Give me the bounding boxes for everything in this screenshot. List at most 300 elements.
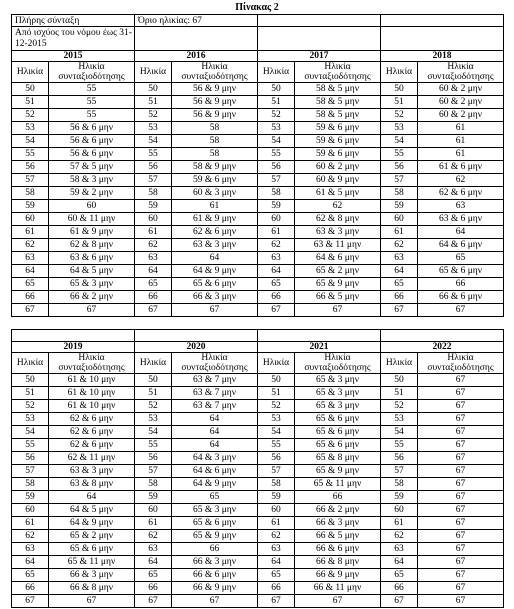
age-cell: 56 [12, 161, 49, 174]
age-cell: 56 [135, 452, 172, 465]
pension-age-cell: 55 [49, 83, 135, 96]
table-row [12, 400, 504, 413]
age-cell: 67 [12, 595, 49, 608]
age-cell: 60 [381, 213, 418, 226]
pension-age-cell: 67 [418, 400, 504, 413]
pension-age-cell: 65 & 2 μην [49, 530, 135, 543]
age-cell: 64 [381, 265, 418, 278]
age-cell: 52 [12, 109, 49, 122]
age-cell: 55 [12, 148, 49, 161]
age-cell: 62 [258, 239, 295, 252]
pension-age-cell: 65 & 8 μην [295, 452, 381, 465]
pension-age-cell: 62 & 6 μην [172, 226, 258, 239]
col-age-header: Ηλικία [135, 353, 172, 374]
age-cell: 52 [258, 400, 295, 413]
age-cell: 61 [258, 226, 295, 239]
pension-age-cell: 65 & 2 μην [295, 265, 381, 278]
age-cell: 50 [381, 374, 418, 387]
pension-age-cell: 63 & 7 μην [172, 374, 258, 387]
table-row [12, 187, 504, 200]
pension-age-cell: 65 & 3 μην [295, 387, 381, 400]
table-title: Πίνακας 2 [235, 2, 279, 13]
age-cell: 51 [12, 96, 49, 109]
table-row [12, 556, 504, 569]
pension-age-cell: 66 & 2 μην [295, 504, 381, 517]
age-cell: 59 [12, 200, 49, 213]
age-cell: 62 [12, 530, 49, 543]
age-cell: 55 [381, 148, 418, 161]
pension-age-cell: 66 & 6 μην [172, 569, 258, 582]
age-cell: 66 [135, 291, 172, 304]
age-cell: 58 [135, 478, 172, 491]
age-cell: 51 [135, 96, 172, 109]
table-row [12, 161, 504, 174]
pension-age-cell: 67 [418, 491, 504, 504]
age-cell: 59 [135, 200, 172, 213]
pension-age-cell: 67 [172, 304, 258, 317]
pension-age-cell: 66 & 3 μην [295, 517, 381, 530]
pension-age-cell: 66 & 9 μην [295, 569, 381, 582]
pension-age-cell: 58 & 5 μην [295, 109, 381, 122]
age-cell: 50 [12, 374, 49, 387]
pension-age-cell: 66 & 5 μην [295, 530, 381, 543]
age-cell: 67 [12, 304, 49, 317]
table-row [12, 504, 504, 517]
age-cell: 66 [12, 582, 49, 595]
age-limit-label: Όριο ηλικίας: 67 [135, 15, 258, 27]
age-cell: 61 [135, 517, 172, 530]
age-cell: 62 [381, 239, 418, 252]
blank-cell [258, 330, 381, 342]
pension-age-cell: 64 & 6 μην [295, 252, 381, 265]
pension-age-cell: 65 & 9 μην [295, 278, 381, 291]
pension-age-cell: 67 [418, 595, 504, 608]
pension-age-cell: 63 & 6 μην [49, 252, 135, 265]
pension-age-cell: 61 [418, 148, 504, 161]
age-cell: 59 [381, 491, 418, 504]
age-cell: 50 [12, 83, 49, 96]
age-cell: 64 [381, 556, 418, 569]
table-row [12, 387, 504, 400]
age-cell: 52 [381, 400, 418, 413]
pension-age-cell: 63 [418, 200, 504, 213]
age-cell: 67 [135, 304, 172, 317]
pension-age-cell: 63 & 11 μην [295, 239, 381, 252]
pension-age-cell: 65 & 6 μην [295, 413, 381, 426]
pension-age-cell: 66 & 6 μην [295, 543, 381, 556]
pension-age-cell: 61 & 6 μην [418, 161, 504, 174]
col-pension-age-header: Ηλικία συνταξιοδότησης [418, 353, 504, 374]
year-header: 2015 [12, 51, 135, 62]
age-cell: 63 [135, 252, 172, 265]
age-cell: 60 [258, 504, 295, 517]
pension-age-cell: 65 & 6 μην [172, 517, 258, 530]
age-cell: 54 [135, 426, 172, 439]
pension-age-cell: 61 & 9 μην [49, 226, 135, 239]
age-cell: 57 [12, 174, 49, 187]
pension-age-cell: 66 & 6 μην [418, 291, 504, 304]
pension-age-cell: 63 & 3 μην [295, 226, 381, 239]
table-row [12, 174, 504, 187]
age-cell: 64 [258, 556, 295, 569]
table-row [12, 109, 504, 122]
age-cell: 60 [258, 213, 295, 226]
age-cell: 51 [258, 96, 295, 109]
pension-age-cell: 67 [418, 426, 504, 439]
table-row [12, 374, 504, 387]
blank-cell [135, 330, 258, 342]
pension-age-cell: 64 & 9 μην [172, 478, 258, 491]
age-cell: 61 [12, 226, 49, 239]
pension-age-cell: 60 & 9 μην [295, 174, 381, 187]
pension-age-cell: 65 [172, 491, 258, 504]
law-period-label: Από ισχύος του νόμου έως 31-12-2015 [12, 27, 135, 51]
age-cell: 64 [135, 556, 172, 569]
pension-age-cell: 62 & 8 μην [295, 213, 381, 226]
pension-age-cell: 67 [418, 374, 504, 387]
table-row [12, 135, 504, 148]
age-cell: 58 [381, 187, 418, 200]
pension-age-cell: 63 & 6 μην [418, 213, 504, 226]
age-cell: 50 [135, 83, 172, 96]
age-cell: 67 [381, 595, 418, 608]
age-cell: 56 [258, 452, 295, 465]
pension-table-2019-2022 [11, 329, 504, 608]
age-cell: 60 [135, 213, 172, 226]
year-header: 2020 [135, 342, 258, 353]
table-row [12, 304, 504, 317]
pension-age-cell: 66 & 5 μην [295, 291, 381, 304]
pension-age-cell: 62 & 6 μην [49, 426, 135, 439]
col-pension-age-header: Ηλικία συνταξιοδότησης [295, 353, 381, 374]
age-cell: 60 [381, 504, 418, 517]
pension-age-cell: 67 [49, 304, 135, 317]
table-row [12, 252, 504, 265]
pension-age-cell: 64 & 6 μην [172, 465, 258, 478]
col-age-header: Ηλικία [135, 62, 172, 83]
age-cell: 58 [381, 478, 418, 491]
pension-age-cell: 56 & 6 μην [49, 135, 135, 148]
col-pension-age-header: Ηλικία συνταξιοδότησης [418, 62, 504, 83]
table-row [12, 83, 504, 96]
pension-age-cell: 62 & 6 μην [418, 187, 504, 200]
age-cell: 65 [135, 569, 172, 582]
pension-age-cell: 59 & 6 μην [295, 135, 381, 148]
age-cell: 64 [12, 265, 49, 278]
pension-age-cell: 62 & 8 μην [49, 239, 135, 252]
age-cell: 55 [381, 439, 418, 452]
table-row [12, 122, 504, 135]
table-row [12, 465, 504, 478]
age-cell: 63 [135, 543, 172, 556]
table-row [12, 517, 504, 530]
age-cell: 60 [12, 504, 49, 517]
pension-age-cell: 56 & 9 μην [172, 83, 258, 96]
pension-age-cell: 59 & 6 μην [172, 174, 258, 187]
age-cell: 57 [258, 465, 295, 478]
age-cell: 64 [12, 556, 49, 569]
age-cell: 57 [135, 465, 172, 478]
col-pension-age-header: Ηλικία συνταξιοδότησης [49, 353, 135, 374]
pension-age-cell: 64 [172, 439, 258, 452]
pension-age-cell: 65 & 9 μην [295, 465, 381, 478]
pension-age-cell: 66 [172, 543, 258, 556]
age-cell: 50 [258, 374, 295, 387]
pension-age-cell: 61 [172, 200, 258, 213]
age-cell: 63 [258, 252, 295, 265]
pension-age-cell: 63 & 7 μην [172, 387, 258, 400]
pension-age-cell: 67 [418, 387, 504, 400]
age-cell: 65 [258, 278, 295, 291]
col-pension-age-header: Ηλικία συνταξιοδότησης [172, 353, 258, 374]
pension-age-cell: 61 [418, 122, 504, 135]
pension-age-cell: 61 & 9 μην [172, 213, 258, 226]
age-cell: 52 [12, 400, 49, 413]
table-row [12, 213, 504, 226]
pension-table-2015-2018 [11, 14, 504, 317]
table-row [12, 148, 504, 161]
year-header: 2022 [381, 342, 504, 353]
age-cell: 58 [12, 187, 49, 200]
pension-age-cell: 60 & 2 μην [418, 109, 504, 122]
age-cell: 60 [135, 504, 172, 517]
pension-age-cell: 58 [172, 122, 258, 135]
pension-age-cell: 62 & 6 μην [49, 413, 135, 426]
age-cell: 52 [381, 109, 418, 122]
table-row [12, 491, 504, 504]
table-row [12, 278, 504, 291]
pension-age-cell: 65 & 6 μην [172, 278, 258, 291]
age-cell: 54 [135, 135, 172, 148]
pension-age-cell: 67 [418, 530, 504, 543]
age-cell: 55 [12, 439, 49, 452]
age-cell: 51 [135, 387, 172, 400]
pension-age-cell: 67 [418, 452, 504, 465]
pension-age-cell: 65 & 9 μην [172, 530, 258, 543]
age-cell: 62 [381, 530, 418, 543]
table-row [12, 426, 504, 439]
col-age-header: Ηλικία [258, 62, 295, 83]
pension-age-cell: 67 [418, 569, 504, 582]
pension-age-cell: 64 & 6 μην [418, 239, 504, 252]
age-cell: 67 [135, 595, 172, 608]
pension-age-cell: 66 & 3 μην [172, 556, 258, 569]
col-age-header: Ηλικία [12, 62, 49, 83]
pension-age-cell: 67 [418, 582, 504, 595]
pension-age-cell: 64 [172, 252, 258, 265]
age-cell: 57 [381, 465, 418, 478]
age-cell: 51 [381, 387, 418, 400]
table-row [12, 96, 504, 109]
age-cell: 56 [258, 161, 295, 174]
age-cell: 63 [381, 543, 418, 556]
year-header: 2017 [258, 51, 381, 62]
age-cell: 62 [258, 530, 295, 543]
col-pension-age-header: Ηλικία συνταξιοδότησης [49, 62, 135, 83]
year-header: 2016 [135, 51, 258, 62]
age-cell: 65 [381, 569, 418, 582]
pension-age-cell: 65 [418, 252, 504, 265]
age-cell: 65 [12, 278, 49, 291]
pension-age-cell: 67 [418, 304, 504, 317]
pension-age-cell: 58 & 9 μην [172, 161, 258, 174]
table-row [12, 569, 504, 582]
pension-age-cell: 64 [418, 226, 504, 239]
pension-age-cell: 66 [418, 278, 504, 291]
pension-age-cell: 60 & 2 μην [295, 161, 381, 174]
age-cell: 54 [381, 135, 418, 148]
pension-age-cell: 67 [172, 595, 258, 608]
blank-cell [258, 15, 381, 27]
age-cell: 61 [12, 517, 49, 530]
age-cell: 65 [381, 278, 418, 291]
pension-age-cell: 56 & 9 μην [172, 96, 258, 109]
blank-cell [381, 27, 504, 51]
pension-age-cell: 64 & 5 μην [49, 504, 135, 517]
blank-cell [381, 330, 504, 342]
age-cell: 57 [381, 174, 418, 187]
age-cell: 63 [381, 252, 418, 265]
pension-age-cell: 67 [418, 517, 504, 530]
table-row [12, 413, 504, 426]
age-cell: 54 [12, 135, 49, 148]
age-cell: 54 [12, 426, 49, 439]
age-cell: 62 [135, 530, 172, 543]
age-cell: 62 [135, 239, 172, 252]
pension-age-cell: 58 & 5 μην [295, 96, 381, 109]
age-cell: 53 [258, 122, 295, 135]
pension-age-cell: 65 & 6 μην [295, 426, 381, 439]
age-cell: 53 [381, 122, 418, 135]
pension-age-cell: 61 & 10 μην [49, 400, 135, 413]
age-cell: 56 [381, 161, 418, 174]
age-cell: 65 [258, 569, 295, 582]
pension-age-cell: 67 [418, 543, 504, 556]
year-header: 2021 [258, 342, 381, 353]
age-cell: 66 [12, 291, 49, 304]
pension-age-cell: 67 [49, 595, 135, 608]
pension-age-cell: 67 [295, 595, 381, 608]
age-cell: 56 [135, 161, 172, 174]
age-cell: 61 [135, 226, 172, 239]
table-row [12, 200, 504, 213]
pension-age-cell: 62 & 6 μην [49, 439, 135, 452]
age-cell: 66 [258, 291, 295, 304]
age-cell: 51 [12, 387, 49, 400]
table-row [12, 530, 504, 543]
age-cell: 60 [12, 213, 49, 226]
table-row [12, 595, 504, 608]
age-cell: 59 [135, 491, 172, 504]
pension-age-cell: 64 [172, 413, 258, 426]
age-cell: 54 [381, 426, 418, 439]
age-cell: 53 [12, 122, 49, 135]
age-cell: 59 [258, 491, 295, 504]
pension-age-cell: 64 [49, 491, 135, 504]
pension-age-cell: 66 & 2 μην [49, 291, 135, 304]
age-cell: 51 [258, 387, 295, 400]
pension-age-cell: 64 & 9 μην [172, 265, 258, 278]
age-cell: 54 [258, 426, 295, 439]
age-cell: 52 [258, 109, 295, 122]
pension-age-cell: 66 [295, 491, 381, 504]
col-age-header: Ηλικία [381, 62, 418, 83]
age-cell: 53 [381, 413, 418, 426]
age-cell: 56 [12, 452, 49, 465]
col-age-header: Ηλικία [12, 353, 49, 374]
pension-age-cell: 63 & 8 μην [49, 478, 135, 491]
pension-age-cell: 56 & 6 μην [49, 148, 135, 161]
age-cell: 61 [381, 226, 418, 239]
pension-age-cell: 63 & 7 μην [172, 400, 258, 413]
pension-age-cell: 67 [418, 504, 504, 517]
table-row [12, 582, 504, 595]
pension-age-cell: 64 & 3 μην [172, 452, 258, 465]
age-cell: 64 [258, 265, 295, 278]
table-row [12, 226, 504, 239]
pension-age-cell: 60 & 11 μην [49, 213, 135, 226]
pension-age-cell: 59 & 6 μην [295, 122, 381, 135]
pension-age-cell: 64 & 5 μην [49, 265, 135, 278]
age-cell: 58 [12, 478, 49, 491]
pension-age-cell: 64 & 9 μην [49, 517, 135, 530]
age-cell: 67 [258, 595, 295, 608]
pension-age-cell: 67 [418, 439, 504, 452]
blank-cell [258, 27, 381, 51]
pension-age-cell: 61 [418, 135, 504, 148]
age-cell: 59 [12, 491, 49, 504]
age-cell: 56 [381, 452, 418, 465]
pension-age-cell: 59 & 2 μην [49, 187, 135, 200]
age-cell: 59 [258, 200, 295, 213]
age-cell: 51 [381, 96, 418, 109]
age-cell: 65 [12, 569, 49, 582]
blank-cell [381, 15, 504, 27]
age-cell: 63 [12, 543, 49, 556]
table-row [12, 239, 504, 252]
age-cell: 63 [258, 543, 295, 556]
pension-age-cell: 61 & 10 μην [49, 374, 135, 387]
age-cell: 53 [135, 413, 172, 426]
age-cell: 66 [381, 582, 418, 595]
pension-age-cell: 64 [172, 426, 258, 439]
age-cell: 58 [258, 478, 295, 491]
pension-age-cell: 60 & 3 μην [172, 187, 258, 200]
year-header: 2018 [381, 51, 504, 62]
pension-age-cell: 65 & 6 μην [295, 439, 381, 452]
age-cell: 52 [135, 109, 172, 122]
age-cell: 55 [258, 148, 295, 161]
pension-age-cell: 67 [418, 478, 504, 491]
pension-age-cell: 63 & 3 μην [172, 239, 258, 252]
full-pension-label: Πλήρης σύνταξη [12, 15, 135, 27]
pension-age-cell: 63 & 3 μην [49, 465, 135, 478]
pension-age-cell: 66 & 8 μην [49, 582, 135, 595]
pension-age-cell: 66 & 3 μην [172, 291, 258, 304]
pension-age-cell: 60 & 2 μην [418, 83, 504, 96]
pension-age-cell: 66 & 11 μην [295, 582, 381, 595]
age-cell: 55 [258, 439, 295, 452]
age-cell: 61 [381, 517, 418, 530]
col-age-header: Ηλικία [381, 353, 418, 374]
pension-age-cell: 66 & 8 μην [295, 556, 381, 569]
pension-age-cell: 65 & 11 μην [49, 556, 135, 569]
age-cell: 50 [135, 374, 172, 387]
col-age-header: Ηλικία [258, 353, 295, 374]
age-cell: 66 [135, 582, 172, 595]
blank-cell [12, 330, 135, 342]
table-row [12, 291, 504, 304]
